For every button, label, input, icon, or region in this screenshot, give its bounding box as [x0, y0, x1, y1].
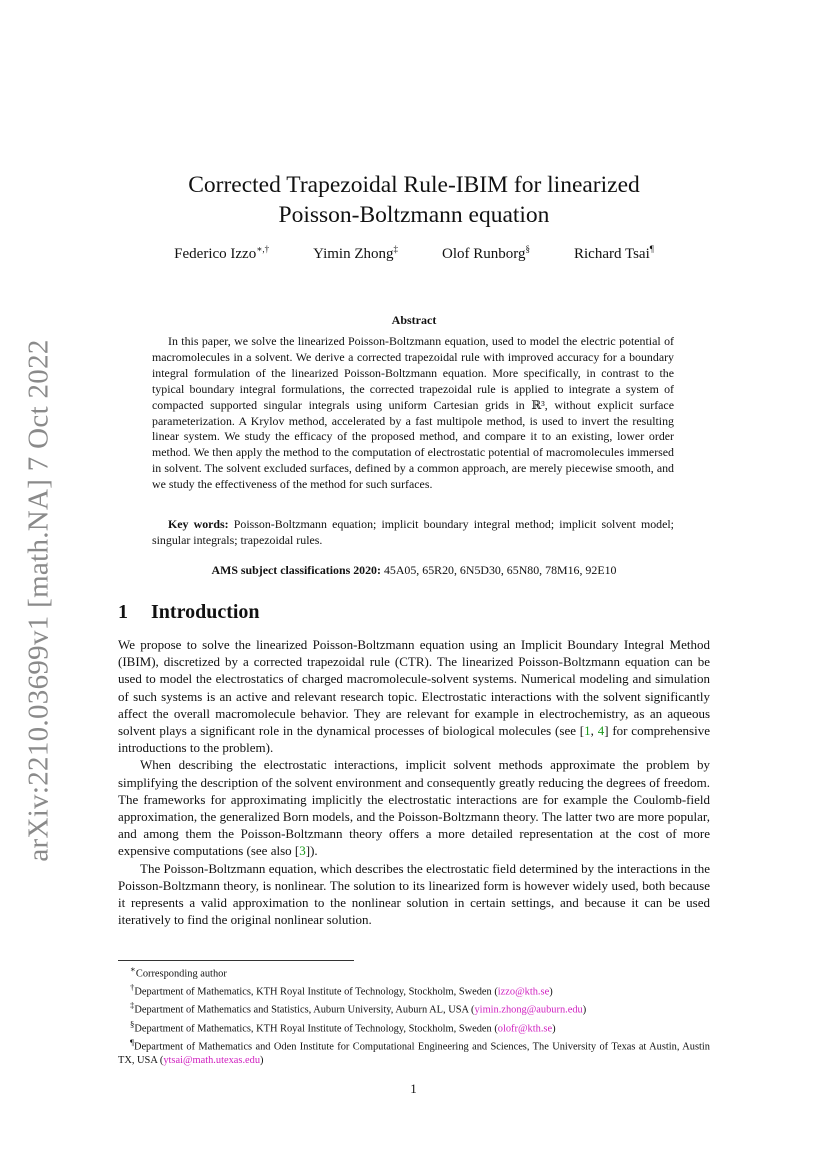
author — [442, 244, 530, 263]
keywords — [152, 517, 674, 549]
abstract-text: In this paper, we solve the linearized Poisson-Boltzmann equation, used to model the electric potential of macromolecules in a solvent. We derive a corrected trapezoidal rule with improved accuracy for a boundary integral formulation of the linearized Poisson-Boltzmann equation. More specifically, in contrast to the typical boundary integral formulations, the corrected trapezoidal rule is applied to integrate a system of compacted supported singular integrals using uniform Cartesian grids in ℝ³, without explicit surface parameterization. A Krylov method, accelerated by a fast multipole method, is used to invert the resulting linear system. We study the efficacy of the proposed method, and compare it to an existing, lower order method. We then apply the method to the computation of electrostatic potential of macromolecules immersed in solvent. The solvent excluded surfaces, defined by a common approach, are merely piecewise smooth, and we study the effectiveness of the method for such surfaces. — [152, 334, 674, 492]
footnote-mark: ¶ — [130, 1036, 134, 1047]
paper-title — [118, 170, 710, 230]
email-link[interactable]: yimin.zhong@auburn.edu — [474, 1004, 583, 1016]
footnote-rule — [118, 960, 354, 961]
author-list — [118, 244, 710, 263]
page-number: 1 — [410, 1081, 417, 1096]
paragraph — [118, 636, 710, 756]
paragraph-text: ] for comprehensive introductions to the problem). — [118, 723, 710, 756]
keywords-label: Key words: — [168, 517, 229, 531]
footnote-mark: ‡ — [130, 1000, 135, 1011]
author-mark: ∗,† — [256, 244, 270, 254]
email-link[interactable]: izzo@kth.se — [497, 986, 550, 998]
footnote-text: ) — [260, 1054, 264, 1066]
section-title: Introduction — [151, 601, 260, 623]
author — [174, 244, 269, 263]
author-mark: ¶ — [649, 244, 654, 254]
paragraph-text: , — [590, 723, 598, 739]
footnotes — [118, 963, 710, 1068]
ams-classifications — [118, 563, 710, 578]
author-mark: ‡ — [393, 244, 399, 254]
title-line-1: Corrected Trapezoidal Rule-IBIM for linearized — [188, 172, 640, 198]
footnote-text: Corresponding author — [135, 968, 227, 980]
author — [574, 244, 654, 263]
footnote-text: Department of Mathematics, KTH Royal Institute of Technology, Stockholm, Sweden ( — [134, 1022, 498, 1034]
section-number: 1 — [118, 601, 128, 623]
footnote-mark: † — [130, 982, 135, 993]
footnote-text: Department of Mathematics, KTH Royal Institute of Technology, Stockholm, Sweden ( — [134, 986, 498, 998]
footnote-mark: ∗ — [130, 964, 136, 974]
title-line-2: Poisson-Boltzmann equation — [278, 202, 550, 228]
footnote-text: ) — [552, 1022, 556, 1034]
abstract-heading: Abstract — [391, 313, 437, 327]
introduction-body — [118, 636, 710, 928]
footnote-text: ) — [549, 986, 553, 998]
paragraph-text: We propose to solve the linearized Poisson-Boltzmann equation using an Implicit Boundary Integral Method (IBIM), discretized by a corrected trapezoidal rule (CTR). The linearized Poisson-Boltzmann equation can be used to model the electrostatics of charged macromolecule-solvent systems. Numerical modeling and simulation of such systems is an active and relevant research topic. Electrostatic interactions with the solvent significantly affect the overall macromolecule behavior. They are relevant for example in electrochemistry, as an aqueous solvent plays a significant role in the dynamical processes of biological molecules (see [ — [118, 637, 710, 739]
footnote — [118, 1018, 710, 1036]
author — [313, 244, 398, 263]
email-link[interactable]: ytsai@math.utexas.edu — [163, 1054, 261, 1066]
arxiv-identifier — [19, 330, 59, 870]
paragraph: The Poisson-Boltzmann equation, which describes the electrostatic field determined by the interactions in the Poisson-Boltzmann theory, is nonlinear. The solution to its linearized form is however widely used, both because it represents a valid approximation to the nonlinear solution in certain settings, and because it can be used iteratively to find the original nonlinear solution. — [118, 860, 710, 928]
author-name: Yimin Zhong — [313, 246, 394, 262]
keywords-text: Poisson-Boltzmann equation; implicit boundary integral method; implicit solvent model; singular integrals; trapezoidal rules. — [152, 517, 674, 547]
footnote — [118, 1036, 710, 1068]
footnote — [118, 981, 710, 999]
citation-link[interactable]: 3 — [299, 843, 306, 859]
author-name: Olof Runborg — [442, 246, 526, 262]
paragraph-text: When describing the electrostatic interactions, implicit solvent methods approximate the problem by simplifying the description of the solvent environment and consequently greatly reducing the degrees of freedom. The frameworks for approximating implicitly the electrostatic interactions are for example the Coulomb-field approximation, the generalized Born models, and the Poisson-Boltzmann theory. The latter two are more popular, and among them the Poisson-Boltzmann theory offers a more detailed representation at the cost of more expensive computations (see also [ — [118, 757, 710, 859]
author-name: Federico Izzo — [174, 246, 257, 262]
section-heading — [118, 601, 260, 624]
footnote-mark: § — [130, 1018, 135, 1029]
citation-link[interactable]: 1 — [584, 723, 591, 739]
paragraph — [118, 756, 710, 859]
arxiv-identifier-text: arXiv:2210.03699v1 [math.NA] 7 Oct 2022 — [22, 338, 55, 862]
ams-codes: 45A05, 65R20, 6N5D30, 65N80, 78M16, 92E10 — [383, 563, 617, 577]
footnote — [118, 963, 710, 981]
citation-link[interactable]: 4 — [597, 723, 605, 739]
author-name: Richard Tsai — [574, 246, 650, 262]
footnote-text: Department of Mathematics and Oden Institute for Computational Engineering and Sciences, The University of Texas at Austin, Austin TX, USA ( — [118, 1041, 710, 1066]
footnote — [118, 999, 710, 1017]
ams-label: AMS subject classifications 2020: — [211, 563, 381, 577]
email-link[interactable]: olofr@kth.se — [497, 1022, 553, 1034]
footnote-text: ) — [582, 1004, 587, 1016]
abstract-body — [152, 334, 674, 493]
footnote-text: Department of Mathematics and Statistics, Auburn University, Auburn AL, USA ( — [134, 1004, 475, 1016]
author-mark: § — [525, 244, 530, 254]
paragraph-text: ]). — [305, 843, 318, 859]
